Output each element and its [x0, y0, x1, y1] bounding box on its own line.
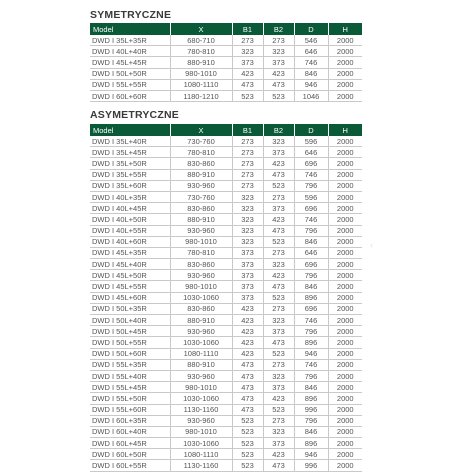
cell-b2: 323	[263, 426, 294, 437]
cell-x: 980-1010	[170, 281, 232, 292]
cell-h: 2000	[328, 426, 362, 437]
cell-model: DWD I 45L+35R	[90, 247, 170, 258]
cell-b2: 523	[263, 292, 294, 303]
cell-b1: 273	[232, 147, 263, 158]
cell-b2: 373	[263, 57, 294, 68]
cell-h: 2000	[328, 415, 362, 426]
cell-b2: 323	[263, 46, 294, 57]
cell-h: 2000	[328, 35, 362, 46]
cell-h: 2000	[328, 169, 362, 180]
cell-b1: 323	[232, 191, 263, 202]
cell-b2: 523	[263, 404, 294, 415]
cell-d: 646	[294, 147, 328, 158]
cell-model: DWD I 60L+40R	[90, 426, 170, 437]
cell-b1: 323	[232, 225, 263, 236]
cell-h: 2000	[328, 214, 362, 225]
table-row	[90, 46, 362, 57]
table-row	[90, 203, 362, 214]
cell-b1: 323	[232, 214, 263, 225]
cell-x: 1030-1060	[170, 337, 232, 348]
cell-b1: 523	[232, 460, 263, 471]
cell-b1: 273	[232, 169, 263, 180]
cell-x: 1030-1060	[170, 292, 232, 303]
cell-b1: 473	[232, 382, 263, 393]
cell-b2: 373	[263, 203, 294, 214]
cell-b1: 423	[232, 337, 263, 348]
column-header-b2: B2	[263, 23, 294, 35]
cell-model: DWD I 40L+35R	[90, 191, 170, 202]
cell-x: 930-960	[170, 225, 232, 236]
table-row	[90, 247, 362, 258]
cell-model: DWD I 40L+60R	[90, 236, 170, 247]
cell-d: 696	[294, 303, 328, 314]
cell-x: 830-860	[170, 259, 232, 270]
cell-h: 2000	[328, 46, 362, 57]
cell-b2: 273	[263, 35, 294, 46]
table-row	[90, 147, 362, 158]
cell-model: DWD I 50L+40R	[90, 315, 170, 326]
table-row	[90, 303, 362, 314]
table-row	[90, 348, 362, 359]
cell-d: 646	[294, 247, 328, 258]
cell-h: 2000	[328, 348, 362, 359]
table-row	[90, 68, 362, 79]
cell-x: 1180-1210	[170, 90, 232, 101]
cell-model: DWD I 35L+45R	[90, 147, 170, 158]
cell-b1: 523	[232, 415, 263, 426]
cell-b1: 323	[232, 203, 263, 214]
asymmetric-table	[90, 124, 362, 472]
table-row	[90, 382, 362, 393]
table-row	[90, 158, 362, 169]
table-row	[90, 393, 362, 404]
cell-x: 930-960	[170, 180, 232, 191]
cell-x: 880-910	[170, 359, 232, 370]
cell-b1: 523	[232, 449, 263, 460]
cell-x: 680-710	[170, 35, 232, 46]
cell-b2: 523	[263, 348, 294, 359]
cell-model: DWD I 35L+40R	[90, 136, 170, 147]
cell-h: 2000	[328, 370, 362, 381]
cell-h: 2000	[328, 191, 362, 202]
cell-b2: 323	[263, 370, 294, 381]
column-header-b1: B1	[232, 23, 263, 35]
cell-b1: 323	[232, 236, 263, 247]
column-header-b2: B2	[263, 124, 294, 136]
table-row	[90, 415, 362, 426]
cell-b2: 423	[263, 214, 294, 225]
table-row	[90, 259, 362, 270]
cell-model: DWD I 55L+50R	[90, 393, 170, 404]
table-row	[90, 214, 362, 225]
cell-h: 2000	[328, 404, 362, 415]
cell-b2: 523	[263, 236, 294, 247]
table-row	[90, 438, 362, 449]
cell-h: 2000	[328, 326, 362, 337]
column-header-b1: B1	[232, 124, 263, 136]
cell-h: 2000	[328, 449, 362, 460]
cell-b2: 423	[263, 270, 294, 281]
table-row	[90, 79, 362, 90]
cell-b1: 273	[232, 158, 263, 169]
cell-x: 1030-1060	[170, 438, 232, 449]
table-row	[90, 180, 362, 191]
cell-d: 896	[294, 393, 328, 404]
table-header-row	[90, 23, 362, 35]
cell-b2: 273	[263, 191, 294, 202]
cell-x: 980-1010	[170, 236, 232, 247]
cell-x: 830-860	[170, 158, 232, 169]
cell-x: 980-1010	[170, 382, 232, 393]
cell-d: 846	[294, 426, 328, 437]
cell-b1: 273	[232, 136, 263, 147]
table-row	[90, 326, 362, 337]
cell-h: 2000	[328, 359, 362, 370]
cell-model: DWD I 50L+60R	[90, 348, 170, 359]
column-header-x: X	[170, 23, 232, 35]
table-row	[90, 337, 362, 348]
table-header-row	[90, 124, 362, 136]
cell-b1: 273	[232, 180, 263, 191]
cell-d: 846	[294, 68, 328, 79]
cell-x: 880-910	[170, 315, 232, 326]
cell-d: 846	[294, 281, 328, 292]
cell-model: DWD I 45L+50R	[90, 270, 170, 281]
cell-x: 1130-1160	[170, 404, 232, 415]
cell-d: 696	[294, 259, 328, 270]
faint-watermark-mark: ‹	[370, 240, 373, 250]
cell-h: 2000	[328, 303, 362, 314]
cell-d: 1046	[294, 90, 328, 101]
cell-x: 780-810	[170, 247, 232, 258]
cell-b1: 373	[232, 259, 263, 270]
cell-x: 1030-1060	[170, 393, 232, 404]
cell-b2: 473	[263, 337, 294, 348]
cell-b1: 473	[232, 370, 263, 381]
column-header-model: Model	[90, 23, 170, 35]
table-row	[90, 359, 362, 370]
cell-b2: 373	[263, 147, 294, 158]
cell-h: 2000	[328, 136, 362, 147]
cell-model: DWD I 60L+35R	[90, 415, 170, 426]
cell-b2: 473	[263, 460, 294, 471]
cell-h: 2000	[328, 292, 362, 303]
cell-d: 796	[294, 270, 328, 281]
cell-b2: 323	[263, 136, 294, 147]
cell-d: 996	[294, 460, 328, 471]
cell-b2: 373	[263, 382, 294, 393]
cell-model: DWD I 45L+55R	[90, 281, 170, 292]
cell-model: DWD I 35L+55R	[90, 169, 170, 180]
cell-d: 846	[294, 236, 328, 247]
column-header-x: X	[170, 124, 232, 136]
cell-h: 2000	[328, 438, 362, 449]
cell-d: 746	[294, 315, 328, 326]
cell-d: 896	[294, 337, 328, 348]
cell-x: 1080-1110	[170, 79, 232, 90]
cell-d: 746	[294, 214, 328, 225]
cell-model: DWD I 60L+60R	[90, 90, 170, 101]
cell-x: 730-760	[170, 136, 232, 147]
cell-x: 780-810	[170, 147, 232, 158]
table-row	[90, 136, 362, 147]
cell-b2: 273	[263, 359, 294, 370]
cell-model: DWD I 60L+55R	[90, 460, 170, 471]
cell-b1: 523	[232, 90, 263, 101]
cell-b1: 373	[232, 57, 263, 68]
cell-x: 1080-1110	[170, 348, 232, 359]
cell-model: DWD I 40L+50R	[90, 214, 170, 225]
cell-x: 830-860	[170, 203, 232, 214]
cell-b2: 473	[263, 169, 294, 180]
cell-d: 996	[294, 404, 328, 415]
cell-x: 880-910	[170, 169, 232, 180]
cell-b1: 423	[232, 68, 263, 79]
cell-h: 2000	[328, 225, 362, 236]
table-row	[90, 270, 362, 281]
cell-b1: 473	[232, 359, 263, 370]
column-header-d: D	[294, 124, 328, 136]
cell-b2: 323	[263, 259, 294, 270]
cell-d: 746	[294, 169, 328, 180]
cell-h: 2000	[328, 79, 362, 90]
cell-h: 2000	[328, 68, 362, 79]
cell-b2: 473	[263, 281, 294, 292]
cell-b2: 373	[263, 326, 294, 337]
cell-d: 596	[294, 136, 328, 147]
cell-b1: 373	[232, 270, 263, 281]
cell-x: 980-1010	[170, 68, 232, 79]
cell-model: DWD I 40L+55R	[90, 225, 170, 236]
cell-d: 796	[294, 415, 328, 426]
cell-b1: 373	[232, 247, 263, 258]
cell-d: 796	[294, 326, 328, 337]
cell-x: 930-960	[170, 326, 232, 337]
cell-h: 2000	[328, 337, 362, 348]
cell-d: 946	[294, 348, 328, 359]
cell-h: 2000	[328, 259, 362, 270]
cell-b1: 323	[232, 46, 263, 57]
cell-h: 2000	[328, 270, 362, 281]
cell-model: DWD I 50L+45R	[90, 326, 170, 337]
table-row	[90, 460, 362, 471]
cell-d: 796	[294, 225, 328, 236]
table-row	[90, 191, 362, 202]
cell-b1: 473	[232, 404, 263, 415]
cell-d: 946	[294, 449, 328, 460]
cell-b2: 273	[263, 247, 294, 258]
symmetric-section-title: SYMETRYCZNE	[90, 9, 172, 21]
cell-b1: 273	[232, 35, 263, 46]
cell-model: DWD I 55L+55R	[90, 79, 170, 90]
cell-x: 880-910	[170, 214, 232, 225]
column-header-h: H	[328, 23, 362, 35]
cell-b2: 423	[263, 68, 294, 79]
table-row	[90, 225, 362, 236]
cell-x: 730-760	[170, 191, 232, 202]
cell-x: 980-1010	[170, 426, 232, 437]
cell-h: 2000	[328, 203, 362, 214]
cell-b2: 373	[263, 438, 294, 449]
cell-d: 896	[294, 438, 328, 449]
cell-b2: 423	[263, 449, 294, 460]
cell-d: 946	[294, 79, 328, 90]
cell-b1: 473	[232, 79, 263, 90]
table-row	[90, 370, 362, 381]
column-header-d: D	[294, 23, 328, 35]
cell-model: DWD I 60L+45R	[90, 438, 170, 449]
table-row	[90, 292, 362, 303]
cell-x: 1130-1160	[170, 460, 232, 471]
cell-x: 880-910	[170, 57, 232, 68]
cell-b1: 473	[232, 393, 263, 404]
cell-h: 2000	[328, 281, 362, 292]
table-row	[90, 35, 362, 46]
cell-d: 796	[294, 180, 328, 191]
cell-d: 746	[294, 359, 328, 370]
cell-x: 930-960	[170, 370, 232, 381]
cell-d: 546	[294, 35, 328, 46]
cell-h: 2000	[328, 158, 362, 169]
cell-b2: 273	[263, 415, 294, 426]
cell-model: DWD I 35L+60R	[90, 180, 170, 191]
cell-x: 1080-1110	[170, 449, 232, 460]
cell-b1: 423	[232, 303, 263, 314]
cell-d: 896	[294, 292, 328, 303]
cell-model: DWD I 55L+60R	[90, 404, 170, 415]
cell-model: DWD I 50L+50R	[90, 68, 170, 79]
cell-model: DWD I 35L+35R	[90, 35, 170, 46]
cell-h: 2000	[328, 393, 362, 404]
cell-b2: 273	[263, 303, 294, 314]
cell-model: DWD I 45L+45R	[90, 57, 170, 68]
cell-b1: 373	[232, 292, 263, 303]
cell-d: 746	[294, 57, 328, 68]
cell-x: 780-810	[170, 46, 232, 57]
cell-model: DWD I 45L+40R	[90, 259, 170, 270]
table-row	[90, 404, 362, 415]
cell-x: 930-960	[170, 415, 232, 426]
cell-h: 2000	[328, 382, 362, 393]
cell-d: 696	[294, 158, 328, 169]
cell-b2: 323	[263, 315, 294, 326]
cell-b2: 523	[263, 90, 294, 101]
table-row	[90, 449, 362, 460]
cell-model: DWD I 50L+55R	[90, 337, 170, 348]
cell-d: 646	[294, 46, 328, 57]
cell-h: 2000	[328, 90, 362, 101]
cell-h: 2000	[328, 147, 362, 158]
table-row	[90, 169, 362, 180]
cell-b1: 373	[232, 281, 263, 292]
cell-h: 2000	[328, 57, 362, 68]
column-header-h: H	[328, 124, 362, 136]
cell-model: DWD I 40L+40R	[90, 46, 170, 57]
cell-model: DWD I 45L+60R	[90, 292, 170, 303]
cell-b1: 523	[232, 426, 263, 437]
table-row	[90, 426, 362, 437]
cell-b1: 523	[232, 438, 263, 449]
cell-b1: 423	[232, 326, 263, 337]
cell-d: 696	[294, 203, 328, 214]
cell-model: DWD I 55L+40R	[90, 370, 170, 381]
table-row	[90, 236, 362, 247]
cell-b2: 523	[263, 180, 294, 191]
cell-h: 2000	[328, 315, 362, 326]
cell-b2: 423	[263, 393, 294, 404]
cell-b1: 423	[232, 348, 263, 359]
column-header-model: Model	[90, 124, 170, 136]
cell-model: DWD I 40L+45R	[90, 203, 170, 214]
cell-model: DWD I 50L+35R	[90, 303, 170, 314]
cell-b2: 423	[263, 158, 294, 169]
cell-h: 2000	[328, 236, 362, 247]
cell-h: 2000	[328, 460, 362, 471]
symmetric-table	[90, 23, 362, 102]
cell-model: DWD I 60L+50R	[90, 449, 170, 460]
asymmetric-section-title: ASYMETRYCZNE	[90, 109, 179, 121]
table-row	[90, 281, 362, 292]
cell-b1: 423	[232, 315, 263, 326]
cell-h: 2000	[328, 247, 362, 258]
cell-d: 846	[294, 382, 328, 393]
table-row	[90, 57, 362, 68]
cell-x: 930-960	[170, 270, 232, 281]
cell-x: 830-860	[170, 303, 232, 314]
cell-model: DWD I 55L+45R	[90, 382, 170, 393]
table-row	[90, 315, 362, 326]
cell-b2: 473	[263, 79, 294, 90]
cell-model: DWD I 35L+50R	[90, 158, 170, 169]
cell-b2: 473	[263, 225, 294, 236]
cell-h: 2000	[328, 180, 362, 191]
cell-d: 796	[294, 370, 328, 381]
cell-d: 596	[294, 191, 328, 202]
cell-model: DWD I 55L+35R	[90, 359, 170, 370]
table-row	[90, 90, 362, 101]
